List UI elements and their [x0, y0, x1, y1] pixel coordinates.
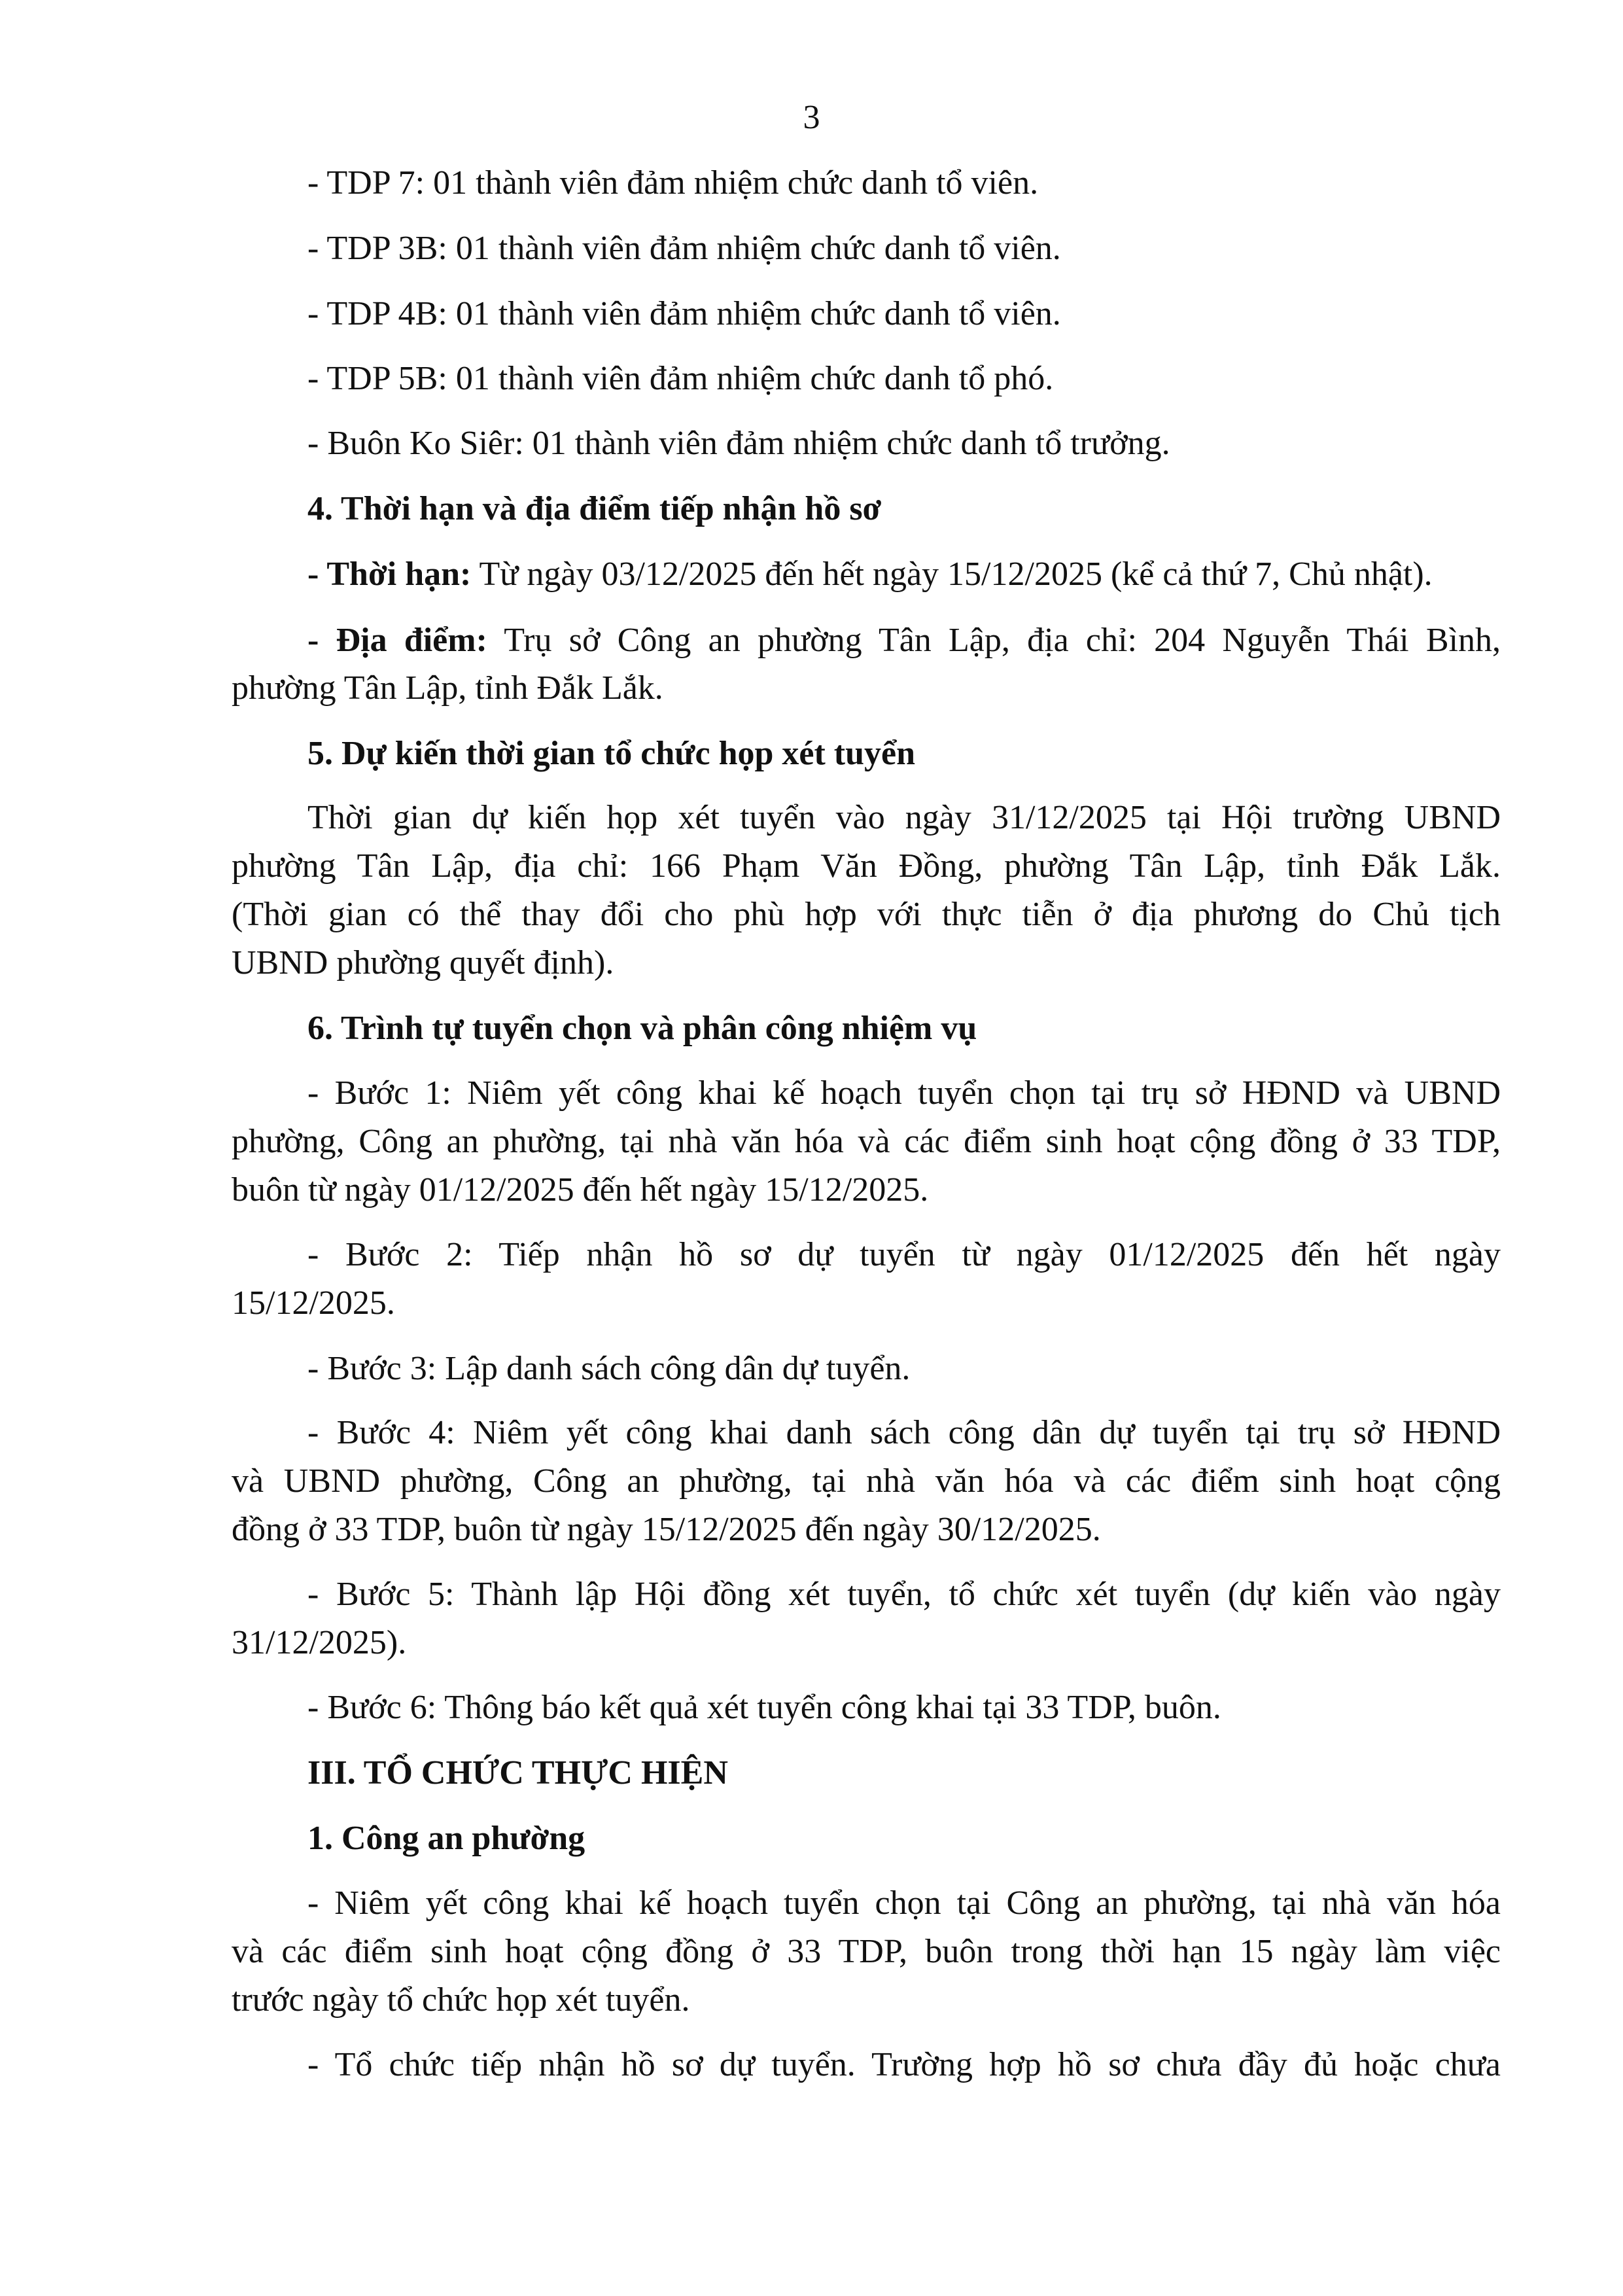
body-line: - Buôn Ko Siêr: 01 thành viên đảm nhiệm chức danh tổ trưởng.	[307, 425, 1170, 462]
body-line: buôn từ ngày 01/12/2025 đến hết ngày 15/12/2025.	[232, 1171, 929, 1209]
body-line: - Địa điểm: Trụ sở Công an phường Tân Lập, địa chỉ: 204 Nguyễn Thái Bình,	[307, 622, 1501, 659]
section-heading: III. TỔ CHỨC THỰC HIỆN	[307, 1754, 728, 1792]
body-line: - Tổ chức tiếp nhận hồ sơ dự tuyển. Trường hợp hồ sơ chưa đầy đủ hoặc chưa	[307, 2046, 1501, 2083]
body-line: (Thời gian có thể thay đổi cho phù hợp với thực tiễn ở địa phương do Chủ tịch	[232, 896, 1501, 933]
section-heading: 5. Dự kiến thời gian tổ chức họp xét tuyển	[307, 735, 916, 772]
body-line: - Bước 5: Thành lập Hội đồng xét tuyển, tổ chức xét tuyển (dự kiến vào ngày	[307, 1576, 1501, 1613]
body-line: và các điểm sinh hoạt cộng đồng ở 33 TDP, buôn trong thời hạn 15 ngày làm việc	[232, 1933, 1501, 1970]
body-line: - Bước 2: Tiếp nhận hồ sơ dự tuyển từ ngày 01/12/2025 đến hết ngày	[307, 1236, 1501, 1273]
body-line: 15/12/2025.	[232, 1284, 395, 1322]
body-line: - Bước 3: Lập danh sách công dân dự tuyển.	[307, 1350, 911, 1387]
body-line: Thời gian dự kiến họp xét tuyển vào ngày 31/12/2025 tại Hội trường UBND	[307, 799, 1501, 836]
term-label: - Thời hạn:	[307, 556, 472, 593]
page-number: 3	[803, 99, 820, 136]
body-line: trước ngày tổ chức họp xét tuyển.	[232, 1981, 690, 2019]
body-line: - Thời hạn: Từ ngày 03/12/2025 đến hết ngày 15/12/2025 (kể cả thứ 7, Chủ nhật).	[307, 556, 1433, 593]
section-heading: 4. Thời hạn và địa điểm tiếp nhận hồ sơ	[307, 490, 882, 527]
body-line: 31/12/2025).	[232, 1624, 407, 1661]
body-line: - TDP 3B: 01 thành viên đảm nhiệm chức danh tổ viên.	[307, 230, 1061, 267]
location-label: - Địa điểm:	[307, 622, 487, 659]
body-line: phường Tân Lập, địa chỉ: 166 Phạm Văn Đồng, phường Tân Lập, tỉnh Đắk Lắk.	[232, 847, 1501, 885]
body-line: UBND phường quyết định).	[232, 944, 614, 981]
body-line: - TDP 5B: 01 thành viên đảm nhiệm chức danh tổ phó.	[307, 360, 1054, 397]
body-line: - Niêm yết công khai kế hoạch tuyển chọn tại Công an phường, tại nhà văn hóa	[307, 1884, 1501, 1922]
subsection-heading: 1. Công an phường	[307, 1820, 585, 1857]
body-line: và UBND phường, Công an phường, tại nhà văn hóa và các điểm sinh hoạt cộng	[232, 1462, 1501, 1500]
body-line: - Bước 1: Niêm yết công khai kế hoạch tuyển chọn tại trụ sở HĐND và UBND	[307, 1074, 1501, 1112]
section-heading: 6. Trình tự tuyển chọn và phân công nhiệm vụ	[307, 1010, 977, 1047]
body-line: phường Tân Lập, tỉnh Đắk Lắk.	[232, 669, 663, 707]
body-line: đồng ở 33 TDP, buôn từ ngày 15/12/2025 đến ngày 30/12/2025.	[232, 1511, 1101, 1548]
body-line: - Bước 6: Thông báo kết quả xét tuyển công khai tại 33 TDP, buôn.	[307, 1689, 1221, 1726]
body-line: - TDP 7: 01 thành viên đảm nhiệm chức danh tổ viên.	[307, 164, 1039, 202]
body-line: - TDP 4B: 01 thành viên đảm nhiệm chức danh tổ viên.	[307, 295, 1061, 332]
body-line: phường, Công an phường, tại nhà văn hóa và các điểm sinh hoạt cộng đồng ở 33 TDP,	[232, 1123, 1501, 1160]
body-line: - Bước 4: Niêm yết công khai danh sách công dân dự tuyển tại trụ sở HĐND	[307, 1414, 1501, 1451]
